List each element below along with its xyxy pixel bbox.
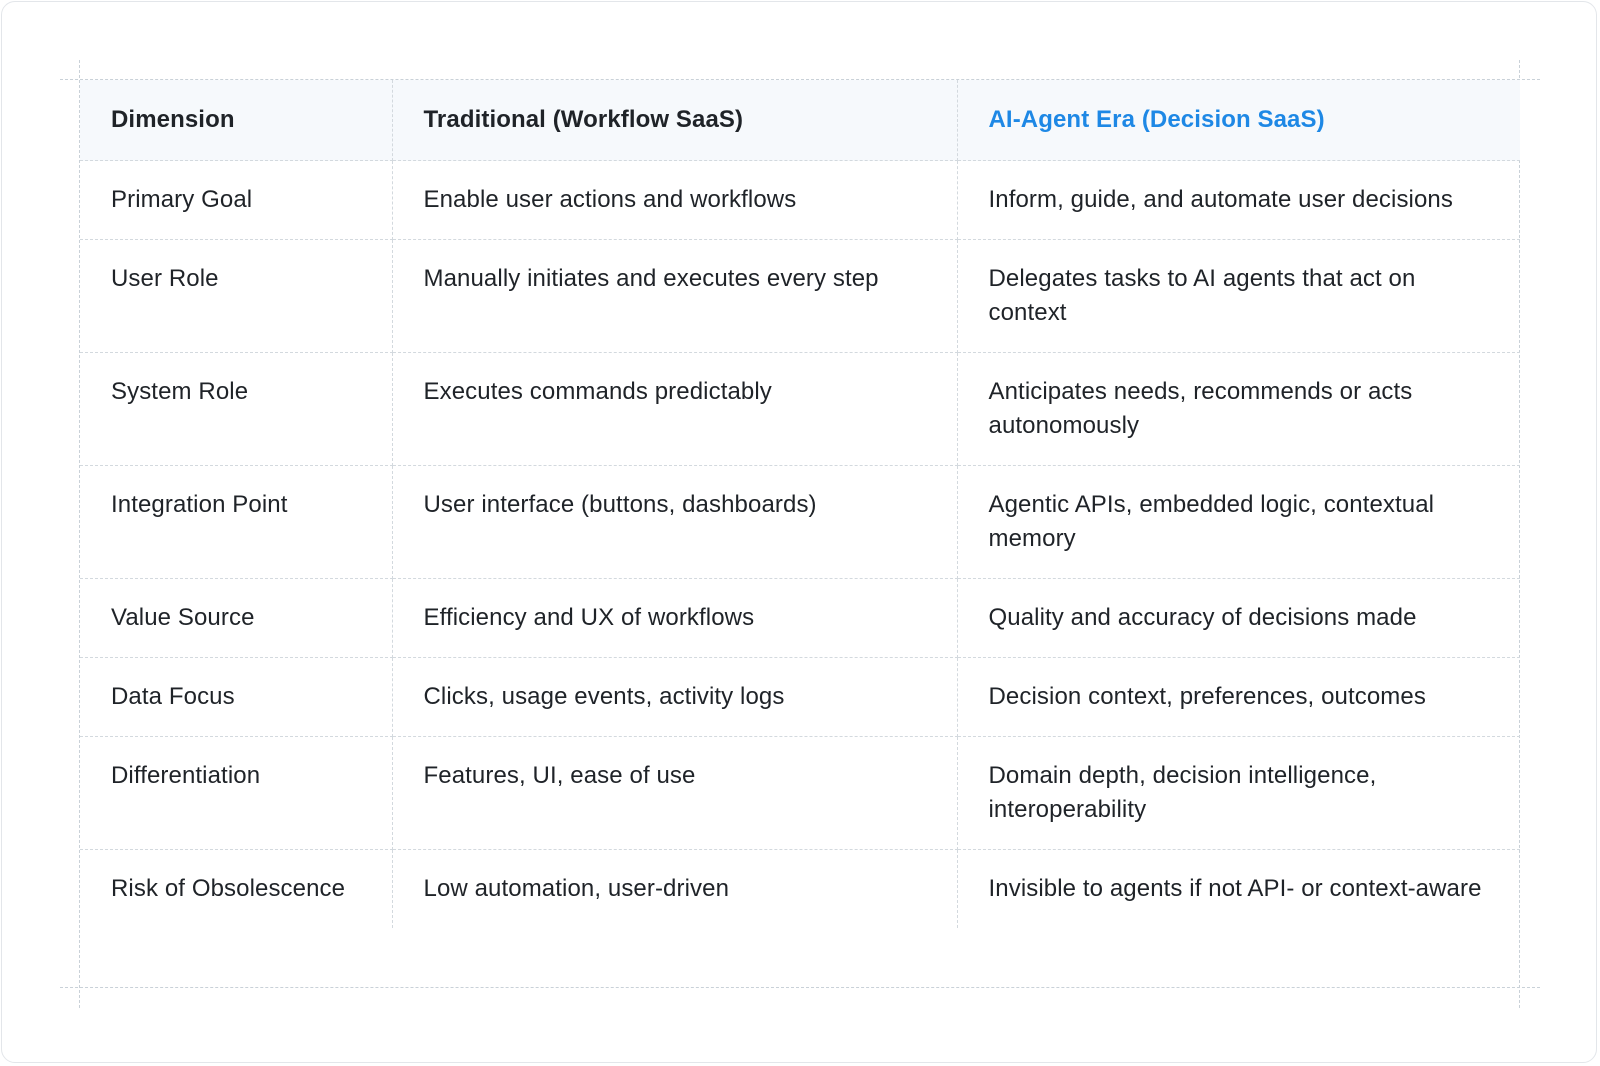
cell-ai-agent-era: Decision context, preferences, outcomes — [957, 658, 1520, 737]
cell-traditional: Efficiency and UX of workflows — [392, 579, 957, 658]
table-row — [80, 161, 1520, 240]
header-traditional: Traditional (Workflow SaaS) — [392, 80, 957, 161]
table-row — [80, 658, 1520, 737]
cell-dimension: Value Source — [80, 579, 392, 658]
cell-ai-agent-era: Anticipates needs, recommends or acts autonomously — [957, 353, 1520, 466]
cell-dimension: System Role — [80, 353, 392, 466]
header-dimension: Dimension — [80, 80, 392, 161]
table-row — [80, 850, 1520, 929]
comparison-table — [80, 80, 1520, 928]
cell-traditional: Executes commands predictably — [392, 353, 957, 466]
cell-ai-agent-era: Agentic APIs, embedded logic, contextual memory — [957, 466, 1520, 579]
cell-ai-agent-era: Domain depth, decision intelligence, interoperability — [957, 737, 1520, 850]
cell-traditional: Enable user actions and workflows — [392, 161, 957, 240]
cell-traditional: Manually initiates and executes every step — [392, 240, 957, 353]
cell-dimension: Data Focus — [80, 658, 392, 737]
header-ai-agent-era: AI-Agent Era (Decision SaaS) — [957, 80, 1520, 161]
cell-dimension: Risk of Obsolescence — [80, 850, 392, 929]
table-row — [80, 579, 1520, 658]
table-row — [80, 353, 1520, 466]
cell-ai-agent-era: Delegates tasks to AI agents that act on context — [957, 240, 1520, 353]
cell-traditional: Features, UI, ease of use — [392, 737, 957, 850]
table-header-row — [80, 80, 1520, 161]
cell-ai-agent-era: Inform, guide, and automate user decisions — [957, 161, 1520, 240]
cell-dimension: User Role — [80, 240, 392, 353]
cell-dimension: Integration Point — [80, 466, 392, 579]
table-row — [80, 737, 1520, 850]
table-row — [80, 466, 1520, 579]
cell-ai-agent-era: Invisible to agents if not API- or context-aware — [957, 850, 1520, 929]
cell-ai-agent-era: Quality and accuracy of decisions made — [957, 579, 1520, 658]
cell-traditional: Low automation, user-driven — [392, 850, 957, 929]
cell-dimension: Differentiation — [80, 737, 392, 850]
cell-traditional: User interface (buttons, dashboards) — [392, 466, 957, 579]
table-row — [80, 240, 1520, 353]
cell-traditional: Clicks, usage events, activity logs — [392, 658, 957, 737]
cell-dimension: Primary Goal — [80, 161, 392, 240]
guide-line-bottom — [60, 987, 1540, 988]
